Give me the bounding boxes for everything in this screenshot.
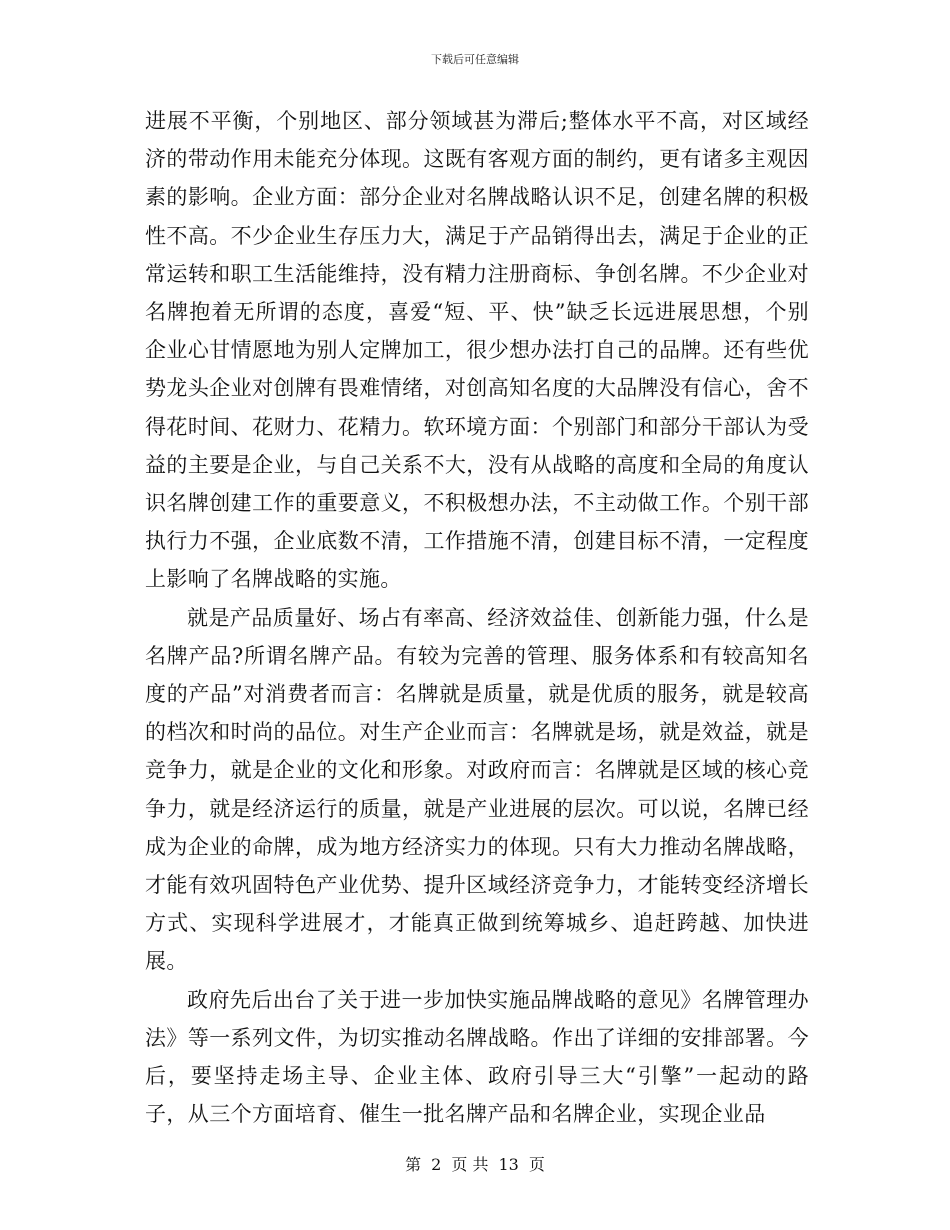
page-footer	[0, 1155, 950, 1175]
document-body	[145, 102, 809, 1133]
page-header-note: 下载后可任意编辑	[431, 53, 519, 66]
footer-middle: 页 共	[451, 1155, 489, 1174]
footer-total-pages: 13	[498, 1155, 519, 1174]
footer-prefix: 第	[405, 1155, 422, 1174]
paragraph-3: 政府先后出台了关于进一步加快实施品牌战略的意见》名牌管理办法》等一系列文件，为切实推动名牌战略。作出了详细的安排部署。今后，要坚持走场主导、企业主体、政府引导三大“引擎”一起动的路子，从三个方面培育、催生一批名牌产品和名牌企业，实现企业品	[145, 987, 809, 1127]
footer-suffix: 页	[528, 1155, 545, 1174]
paragraph-1: 进展不平衡，个别地区、部分领域甚为滞后;整体水平不高，对区域经济的带动作用未能充分体现。这既有客观方面的制约，更有诸多主观因素的影响。企业方面：部分企业对名牌战略认识不足，创建名牌的积极性不高。不少企业生存压力大，满足于产品销得出去，满足于企业的正常运转和职工生活能维持，没有精力注册商标、争创名牌。不少企业对名牌抱着无所谓的态度，喜爱“短、平、快”缺乏长远进展思想，个别企业心甘情愿地为别人定牌加工，很少想办法打自己的品牌。还有些优势龙头企业对创牌有畏难情绪，对创高知名度的大品牌没有信心，舍不得花时间、花财力、花精力。软环境方面：个别部门和部分干部认为受益的主要是企业，与自己关系不大，没有从战略的高度和全局的角度认识名牌创建工作的重要意义，不积极想办法，不主动做工作。个别干部执行力不强，企业底数不清，工作措施不清，创建目标不清，一定程度上影响了名牌战略的实施。	[145, 109, 809, 592]
footer-page-number: 2	[431, 1155, 442, 1174]
paragraph-2: 就是产品质量好、场占有率高、经济效益佳、创新能力强，什么是名牌产品?所谓名牌产品。有较为完善的管理、服务体系和有较高知名度的产品”对消费者而言：名牌就是质量，就是优质的服务，就是较高的档次和时尚的品位。对生产企业而言：名牌就是场，就是效益，就是竞争力，就是企业的文化和形象。对政府而言：名牌就是区域的核心竞争力，就是经济运行的质量，就是产业进展的层次。可以说，名牌已经成为企业的命牌，成为地方经济实力的体现。只有大力推动名牌战略，才能有效巩固特色产业优势、提升区域经济竞争力，才能转变经济增长方式、实现科学进展才，才能真正做到统筹城乡、追赶跨越、加快进展。	[145, 605, 809, 974]
